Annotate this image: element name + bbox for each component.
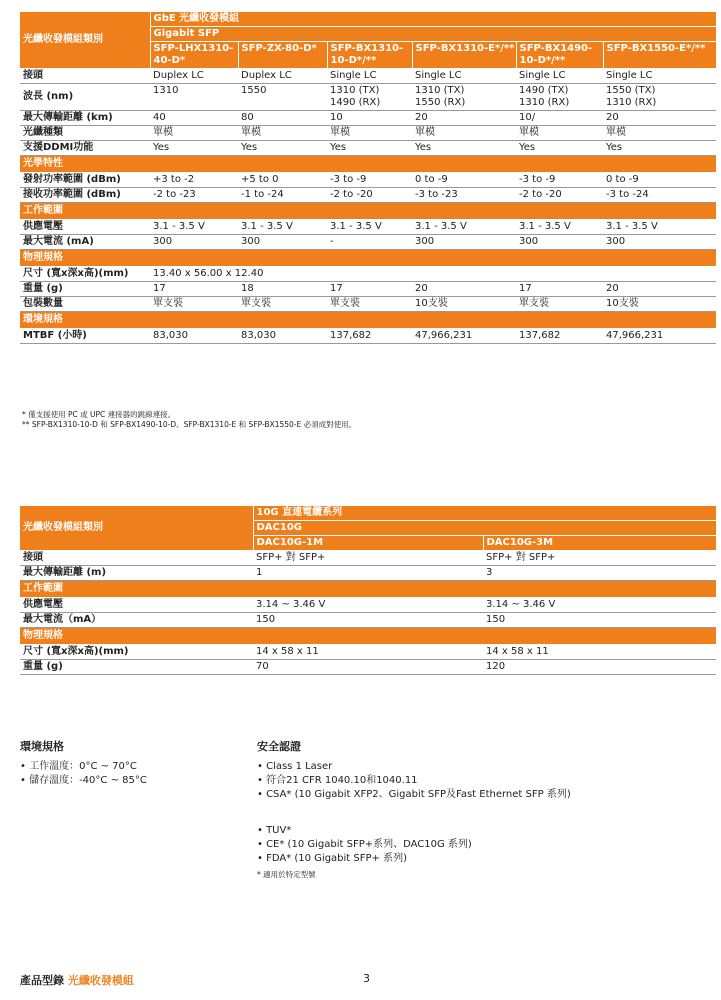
safety-note: * 適用於特定型號: [257, 870, 316, 879]
cell: 1550 (TX) 1310 (RX): [603, 84, 716, 111]
row-label: 接頭: [20, 69, 150, 84]
cell: 3.1 - 3.5 V: [412, 220, 516, 235]
cell: 20: [603, 282, 716, 297]
cell: -2 to -23: [150, 188, 238, 203]
category-label: 光纖收發模組類別: [20, 12, 150, 69]
cell: Yes: [150, 141, 238, 156]
cell: Single LC: [327, 69, 412, 84]
table-row: [20, 126, 716, 141]
table-row: [20, 267, 716, 282]
footnote: * 僅支援使用 PC 或 UPC 連接器的跳線連接。: [22, 410, 176, 419]
environment-section: [20, 738, 240, 788]
cell: 120: [483, 660, 716, 675]
cell: 80: [238, 111, 327, 126]
row-label: 重量 (g): [20, 282, 150, 297]
section-header: 工作範圍: [20, 203, 716, 220]
row-label: 最大電流 (mA): [20, 235, 150, 250]
list-item: • 儲存溫度：-40°C ~ 85°C: [20, 775, 147, 786]
cell: 20: [412, 282, 516, 297]
table-row: [20, 551, 716, 566]
list-item: • FDA* (10 Gigabit SFP+ 系列): [257, 853, 407, 864]
cell: 14 x 58 x 11: [483, 645, 716, 660]
cell: 單支裝: [327, 297, 412, 312]
footer-catalog: 產品型錄: [20, 974, 64, 987]
cell: 300: [516, 235, 603, 250]
cell: -3 to -23: [412, 188, 516, 203]
cell: 單支裝: [516, 297, 603, 312]
model-name: SFP-BX1310- 10-D*/**: [327, 42, 412, 69]
table-row: [20, 111, 716, 126]
cell: 3.1 - 3.5 V: [150, 220, 238, 235]
model-name: SFP-ZX-80-D*: [238, 42, 327, 69]
environment-title: 環境規格: [20, 740, 64, 753]
model-name: SFP-LHX1310- 40-D*: [150, 42, 238, 69]
group-title: GbE 光纖收發模組: [150, 12, 716, 27]
model-name: DAC10G-3M: [483, 536, 716, 551]
table-row: [20, 297, 716, 312]
row-label: 供應電壓: [20, 598, 253, 613]
cell: Yes: [516, 141, 603, 156]
cell: 17: [516, 282, 603, 297]
row-label: 重量 (g): [20, 660, 253, 675]
cell: -2 to -20: [516, 188, 603, 203]
cell: 70: [253, 660, 483, 675]
row-label: 接收功率範圍 (dBm): [20, 188, 150, 203]
cell: 1310: [150, 84, 238, 111]
footer-section: 光纖收發模組: [67, 974, 134, 987]
table-row: [20, 69, 716, 84]
list-item: • 符合21 CFR 1040.10和1040.11: [257, 775, 418, 786]
cell: 47,966,231: [412, 329, 516, 344]
table-row: [20, 141, 716, 156]
cell: -3 to -9: [516, 173, 603, 188]
cell: 1310 (TX) 1550 (RX): [412, 84, 516, 111]
table-row: [20, 188, 716, 203]
model-name: SFP-BX1310-E*/**: [412, 42, 516, 69]
cell: 14 x 58 x 11: [253, 645, 483, 660]
row-label: MTBF (小時): [20, 329, 150, 344]
cell: 300: [238, 235, 327, 250]
cell: -2 to -20: [327, 188, 412, 203]
cell: 3.1 - 3.5 V: [327, 220, 412, 235]
list-item: • CE* (10 Gigabit SFP+系列、DAC10G 系列): [257, 839, 472, 850]
list-item: • TUV*: [257, 825, 292, 836]
cell: 10支裝: [603, 297, 716, 312]
cell: 1310 (TX) 1490 (RX): [327, 84, 412, 111]
cell: 單模: [412, 126, 516, 141]
cell: 單模: [327, 126, 412, 141]
cell: SFP+ 對 SFP+: [483, 551, 716, 566]
model-name: SFP-BX1490- 10-D*/**: [516, 42, 603, 69]
cell: 3.1 - 3.5 V: [238, 220, 327, 235]
cell: 300: [150, 235, 238, 250]
cell: 150: [253, 613, 483, 628]
table-row: [20, 660, 716, 675]
row-label: 波長 (nm): [20, 84, 150, 111]
section-header: 物理規格: [20, 250, 716, 267]
cell: 1: [253, 566, 483, 581]
cell: 3.1 - 3.5 V: [603, 220, 716, 235]
table-row: [20, 329, 716, 344]
cell: 17: [150, 282, 238, 297]
cell: Single LC: [603, 69, 716, 84]
cell: 17: [327, 282, 412, 297]
cell: 單模: [238, 126, 327, 141]
cell: 40: [150, 111, 238, 126]
safety-title: 安全認證: [257, 740, 301, 753]
table-row: [20, 613, 716, 628]
list-item: • 工作溫度：0°C ~ 70°C: [20, 761, 137, 772]
model-name: DAC10G-1M: [253, 536, 483, 551]
cell: -3 to -9: [327, 173, 412, 188]
row-label: 包裝數量: [20, 297, 150, 312]
row-label: 光纖種類: [20, 126, 150, 141]
cell: 0 to -9: [603, 173, 716, 188]
page-footer: [20, 972, 134, 988]
row-label: 發射功率範圍 (dBm): [20, 173, 150, 188]
row-label: 接頭: [20, 551, 253, 566]
subgroup-title: DAC10G: [253, 521, 716, 536]
cell: 1490 (TX) 1310 (RX): [516, 84, 603, 111]
cell: Single LC: [412, 69, 516, 84]
row-label: 最大傳輸距離 (m): [20, 566, 253, 581]
cell: Duplex LC: [238, 69, 327, 84]
table-row: [20, 645, 716, 660]
cell: 300: [412, 235, 516, 250]
cell: 150: [483, 613, 716, 628]
table-row: [20, 220, 716, 235]
gbe-spec-table: [20, 12, 716, 344]
cell: 3.14 ~ 3.46 V: [253, 598, 483, 613]
cell: 單模: [516, 126, 603, 141]
cell: 20: [603, 111, 716, 126]
cell: 300: [603, 235, 716, 250]
row-label: 尺寸 (寬x深x高)(mm): [20, 267, 150, 282]
cell: 3.14 ~ 3.46 V: [483, 598, 716, 613]
table-row: [20, 566, 716, 581]
cell: 0 to -9: [412, 173, 516, 188]
cell: 單模: [603, 126, 716, 141]
category-label: 光纖收發模組類別: [20, 506, 253, 551]
dac-spec-table: [20, 506, 716, 675]
cell: Yes: [603, 141, 716, 156]
list-item: • CSA* (10 Gigabit XFP2、Gigabit SFP及Fast Ethernet SFP 系列): [257, 789, 571, 800]
row-label: 支援DDMI功能: [20, 141, 150, 156]
group-title: 10G 直連電纜系列: [253, 506, 716, 521]
cell: Yes: [412, 141, 516, 156]
table-row: [20, 173, 716, 188]
cell: 單支裝: [150, 297, 238, 312]
cell: 137,682: [327, 329, 412, 344]
subgroup-title: Gigabit SFP: [150, 27, 716, 42]
model-name: SFP-BX1550-E*/**: [603, 42, 716, 69]
row-label: 最大電流（mA）: [20, 613, 253, 628]
cell: +5 to 0: [238, 173, 327, 188]
cell: 3.1 - 3.5 V: [516, 220, 603, 235]
cell: 10: [327, 111, 412, 126]
row-label: 供應電壓: [20, 220, 150, 235]
table-row: [20, 235, 716, 250]
cell: Yes: [238, 141, 327, 156]
cell: 10/: [516, 111, 603, 126]
section-header: 物理規格: [20, 628, 716, 645]
section-header: 工作範圍: [20, 581, 716, 598]
row-label: 尺寸 (寬x深x高)(mm): [20, 645, 253, 660]
cell: 47,966,231: [603, 329, 716, 344]
cell: 20: [412, 111, 516, 126]
cell: 10支裝: [412, 297, 516, 312]
cell: 1550: [238, 84, 327, 111]
cell: -3 to -24: [603, 188, 716, 203]
cell: 18: [238, 282, 327, 297]
cell: -: [327, 235, 412, 250]
cell: SFP+ 對 SFP+: [253, 551, 483, 566]
page-number: 3: [363, 972, 370, 985]
section-header: 光學特性: [20, 156, 716, 173]
table-row: [20, 282, 716, 297]
footnote: ** SFP-BX1310-10-D 和 SFP-BX1490-10-D、SFP-BX1310-E 和 SFP-BX1550-E 必須成對使用。: [22, 420, 357, 429]
footnotes: [22, 410, 712, 430]
cell: -1 to -24: [238, 188, 327, 203]
cell: Single LC: [516, 69, 603, 84]
list-item: • Class 1 Laser: [257, 761, 333, 772]
cell: 單模: [150, 126, 238, 141]
cell: +3 to -2: [150, 173, 238, 188]
cell: 單支裝: [238, 297, 327, 312]
row-label: 最大傳輸距離 (km): [20, 111, 150, 126]
cell: 83,030: [238, 329, 327, 344]
cell: 137,682: [516, 329, 603, 344]
cell: Duplex LC: [150, 69, 238, 84]
cell: 13.40 x 56.00 x 12.40: [150, 267, 716, 282]
cell: Yes: [327, 141, 412, 156]
cell: 83,030: [150, 329, 238, 344]
table-row: [20, 598, 716, 613]
table-row: [20, 84, 716, 111]
cell: 3: [483, 566, 716, 581]
safety-section: [257, 738, 712, 880]
section-header: 環境規格: [20, 312, 716, 329]
